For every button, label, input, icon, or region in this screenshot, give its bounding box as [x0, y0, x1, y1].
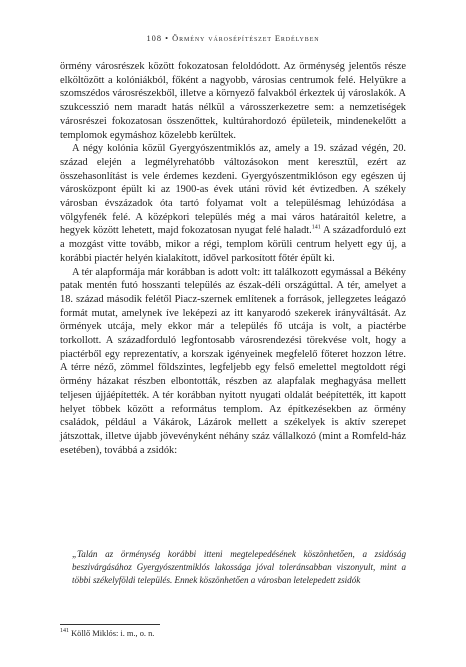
paragraph-3-text: A tér alapformája már korábban is adott volt: itt találkozott egymással a Békény patak mentén futó hosszanti település az észak-déli országúttal. A tér, amelyet a 18. század második felétől Piacz-szernek említenek a források, jellegzetes leágazó formát mutat, amelynek íve leképezi az itt kanyarodó szekerek irányváltását. Az örmények utcája, mely ekkor már a település fő utcája is volt, a piactérbe torkollott. A századforduló legfontosabb városrendezési törekvése volt, hogy a piactérből egy reprezentatív, a korszak igényeinek megfelelő főteret hozzon létre. A térre néző, zömmel földszintes, legfeljebb egy felső emelettel megtoldott régi örmény házakat részben elbontották, részben az alapfalak meghagyása mellett teljesen újjáépítették. A tér korábban nyitott nyugati oldalát beépítették, itt kapott helyet többek között a református templom. Az építkezésekben az örmény családok, például a Vákárok, Lázárok mellett a székelyek is aktív szerepet játszottak, illetve újabb jövevényként néhány száz vállalkozó (mint a Romfeld-ház esetében), továbbá a zsidók: — [60, 266, 406, 456]
block-quote — [72, 548, 406, 588]
paragraph-2 — [60, 142, 406, 265]
footnote-reference[interactable]: 141 — [311, 224, 321, 231]
footnote-divider — [60, 624, 160, 625]
main-text — [60, 60, 406, 457]
paragraph-3 — [60, 266, 406, 458]
paragraph-2-tail: A századforduló ezt a mozgást vitte tovább, mikor a régi, templom körüli centrum helyett egy új, a korábbi piactér helyén kialakított, idővel parkosított főtér épült ki. — [60, 225, 406, 264]
footnote-number: 141 — [60, 628, 69, 635]
paragraph-2-text: A négy kolónia közül Gyergyószentmiklós az, amely a 19. század végén, 20. század elején a legmélyrehatóbb változásokon ment keresztül, ezért az összehasonlítást is vele érdemes kezdeni. Gyergyószentmiklóson egy egészen új városközpont épült ki az 1900-as évek utáni rövid két évtizedben. A székely városban évszázadok óta tartó folyamat volt a településmag lehúzódása a völgyfenék felé. A középkori település még a mai város határaitól keletre, a hegyek között lehetett, majd fokozatosan nyugat felé haladt. — [60, 143, 406, 237]
footnote — [60, 628, 406, 639]
page-number: 108 — [146, 34, 163, 43]
paragraph-1-text: örmény városrészek között fokozatosan feloldódott. Az örménység jelentős része elköltözött a kolóniákból, főként a nagyobb, városias centrumok felé. Helyükre a szomszédos városrészekből, illetve a környező falvakból érkeztek új városlakók. A szukcesszió nem maradt hatás nélkül a városszerkezetre sem: a nemzetiségek városrészei fokozatosan összenőttek, kultúrahordozó épületeik, mindenekelőtt a templomok egymáshoz közelebb kerültek. — [60, 61, 406, 141]
footnote-text: Köllő Miklós: i. m., o. n. — [71, 629, 155, 638]
running-header — [0, 34, 466, 43]
paragraph-1 — [60, 60, 406, 142]
block-quote-text: „Talán az örménység korábbi itteni megtelepedésének köszönhetően, a zsidóság beszivárgásához Gyergyószentmiklós lakossága jóval toleránsabban viszonyult, mint a többi székelyföldi település. Ennek köszönhetően a városban letelepedett zsidók — [72, 549, 406, 586]
running-title: Örmény városépítészet Erdélyben — [172, 34, 320, 43]
header-separator: • — [165, 34, 170, 43]
